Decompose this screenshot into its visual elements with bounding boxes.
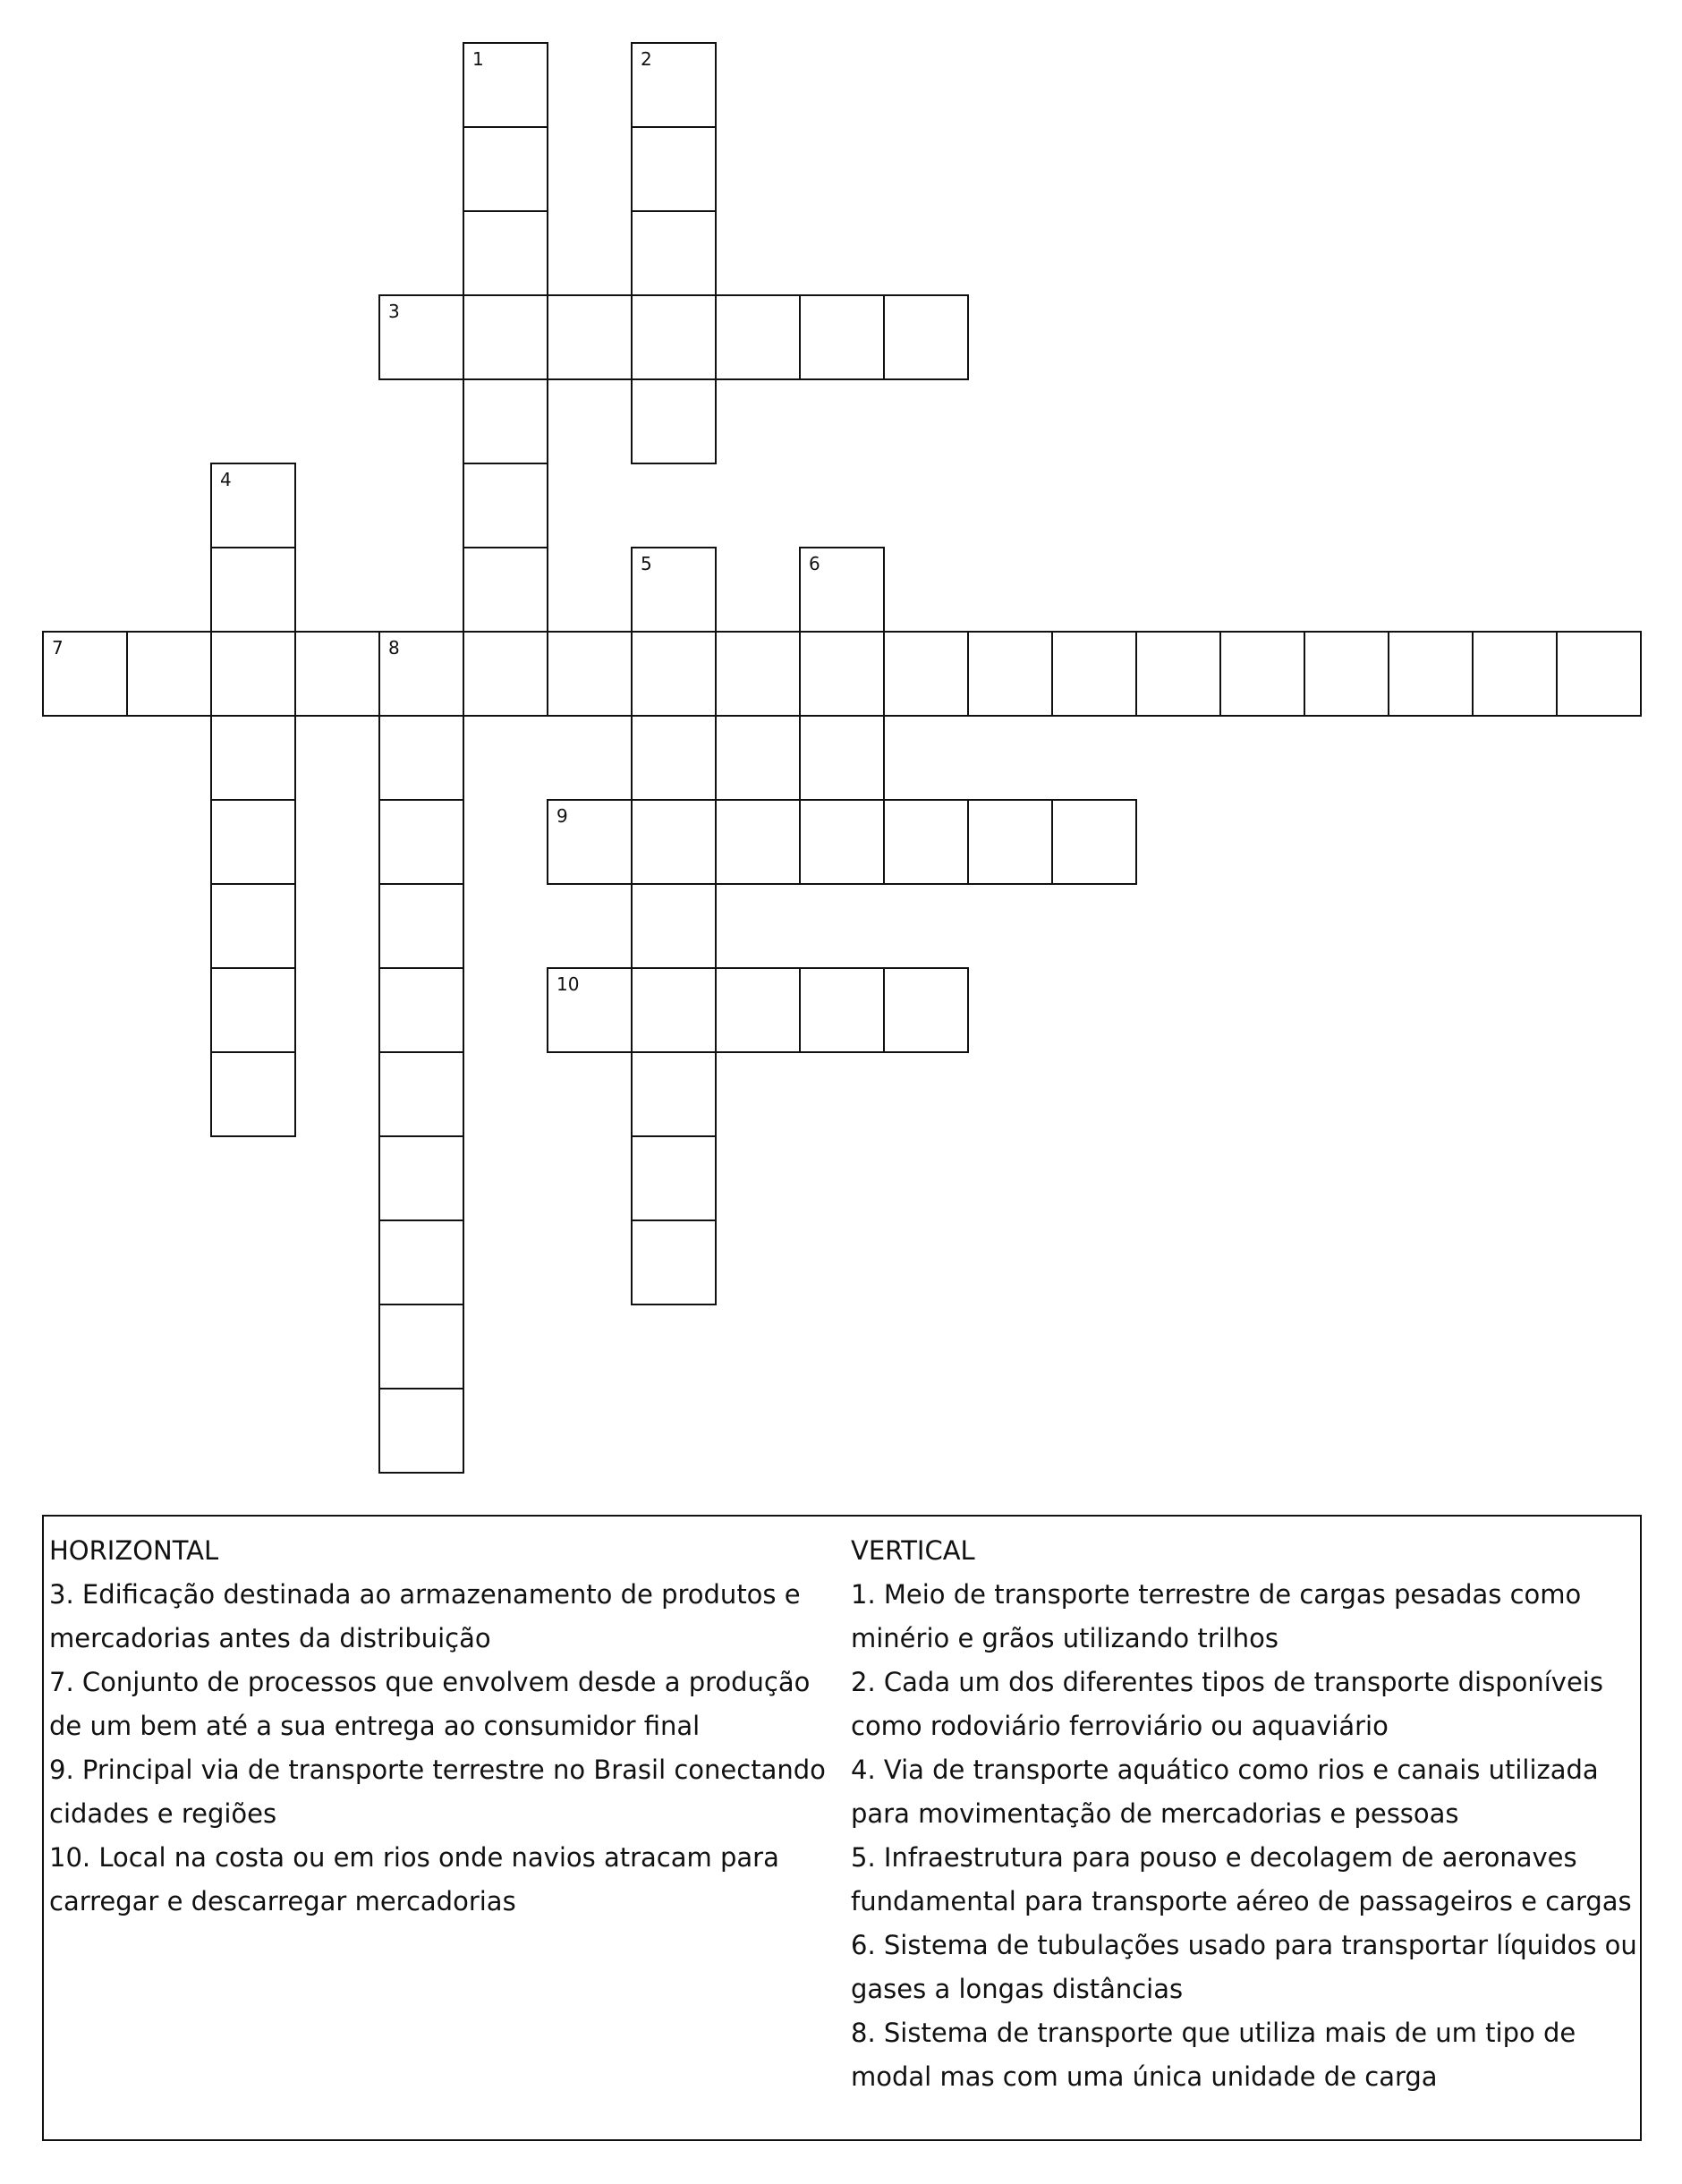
clue-number: 10	[556, 973, 580, 995]
grid-cell[interactable]	[1472, 631, 1558, 717]
vertical-clue-6: 6. Sistema de tubulações usado para transportar líquidos ou gases a longas distâncias	[851, 1930, 1637, 2004]
grid-cell[interactable]	[967, 799, 1053, 885]
grid-cell[interactable]	[631, 967, 717, 1053]
clue-number: 8	[388, 637, 400, 659]
grid-cell[interactable]	[883, 967, 969, 1053]
grid-cell[interactable]	[463, 631, 548, 717]
grid-cell[interactable]	[1135, 631, 1221, 717]
grid-cell[interactable]	[210, 463, 296, 548]
grid-cell[interactable]	[210, 631, 296, 717]
grid-cell[interactable]	[799, 631, 885, 717]
grid-cell[interactable]	[547, 967, 633, 1053]
grid-cell[interactable]	[631, 42, 717, 128]
grid-cell[interactable]	[631, 378, 717, 464]
clue-number: 5	[641, 553, 652, 574]
clue-number: 3	[388, 301, 400, 322]
clue-number: 7	[52, 637, 64, 659]
grid-cell[interactable]	[378, 631, 464, 717]
grid-cell[interactable]	[799, 294, 885, 380]
clue-number: 6	[809, 553, 820, 574]
grid-cell[interactable]	[378, 799, 464, 885]
vertical-clue-1: 1. Meio de transporte terrestre de cargas pesadas como minério e grãos utilizando trilhos	[851, 1579, 1582, 1653]
grid-cell[interactable]	[631, 631, 717, 717]
grid-cell[interactable]	[631, 883, 717, 969]
grid-cell[interactable]	[547, 799, 633, 885]
grid-cell[interactable]	[631, 715, 717, 801]
grid-cell[interactable]	[631, 1051, 717, 1137]
grid-cell[interactable]	[631, 799, 717, 885]
horizontal-clues	[49, 1529, 837, 1924]
grid-cell[interactable]	[378, 294, 464, 380]
grid-cell[interactable]	[378, 1219, 464, 1305]
grid-cell[interactable]	[799, 799, 885, 885]
grid-cell[interactable]	[42, 631, 128, 717]
grid-cell[interactable]	[1051, 631, 1137, 717]
grid-cell[interactable]	[378, 1051, 464, 1137]
grid-cell[interactable]	[378, 967, 464, 1053]
grid-cell[interactable]	[799, 967, 885, 1053]
clue-number: 1	[472, 48, 484, 70]
horizontal-clue-10: 10. Local na costa ou em rios onde navios atracam para carregar e descarregar mercadorias	[49, 1842, 779, 1916]
clue-number: 9	[556, 805, 568, 827]
grid-cell[interactable]	[883, 294, 969, 380]
grid-cell[interactable]	[210, 967, 296, 1053]
clue-number: 2	[641, 48, 652, 70]
grid-cell[interactable]	[631, 1219, 717, 1305]
clue-number: 4	[220, 469, 232, 490]
grid-cell[interactable]	[463, 547, 548, 633]
vertical-clue-4: 4. Via de transporte aquático como rios e canais utilizada para movimentação de mercadorias e pessoas	[851, 1755, 1599, 1829]
grid-cell[interactable]	[294, 631, 380, 717]
grid-cell[interactable]	[210, 547, 296, 633]
grid-cell[interactable]	[883, 631, 969, 717]
vertical-clue-8: 8. Sistema de transporte que utiliza mais de um tipo de modal mas com uma única unidade de carga	[851, 2018, 1576, 2092]
grid-cell[interactable]	[1556, 631, 1642, 717]
grid-cell[interactable]	[463, 294, 548, 380]
grid-cell[interactable]	[463, 378, 548, 464]
horizontal-clue-7: 7. Conjunto de processos que envolvem desde a produção de um bem até a sua entrega ao consumidor final	[49, 1667, 811, 1741]
grid-cell[interactable]	[631, 1135, 717, 1221]
horizontal-clue-3: 3. Edificação destinada ao armazenamento de produtos e mercadorias antes da distribuição	[49, 1579, 801, 1653]
grid-cell[interactable]	[883, 799, 969, 885]
grid-cell[interactable]	[378, 1304, 464, 1389]
grid-cell[interactable]	[799, 547, 885, 633]
grid-cell[interactable]	[547, 294, 633, 380]
clues-box	[42, 1515, 1642, 2141]
grid-cell[interactable]	[210, 883, 296, 969]
horizontal-heading: HORIZONTAL	[49, 1535, 219, 1566]
grid-cell[interactable]	[715, 967, 801, 1053]
grid-cell[interactable]	[715, 294, 801, 380]
grid-cell[interactable]	[463, 126, 548, 212]
grid-cell[interactable]	[463, 42, 548, 128]
grid-cell[interactable]	[631, 210, 717, 296]
vertical-heading: VERTICAL	[851, 1535, 975, 1566]
grid-cell[interactable]	[463, 210, 548, 296]
grid-cell[interactable]	[210, 1051, 296, 1137]
vertical-clue-2: 2. Cada um dos diferentes tipos de transporte disponíveis como rodoviário ferroviário ou aquaviário	[851, 1667, 1603, 1741]
grid-cell[interactable]	[378, 1135, 464, 1221]
grid-cell[interactable]	[631, 547, 717, 633]
vertical-clues	[851, 1529, 1638, 2099]
grid-cell[interactable]	[799, 715, 885, 801]
grid-cell[interactable]	[967, 631, 1053, 717]
grid-cell[interactable]	[1304, 631, 1389, 717]
grid-cell[interactable]	[210, 799, 296, 885]
grid-cell[interactable]	[378, 883, 464, 969]
grid-cell[interactable]	[126, 631, 212, 717]
grid-cell[interactable]	[1219, 631, 1305, 717]
vertical-clue-5: 5. Infraestrutura para pouso e decolagem de aeronaves fundamental para transporte aéreo de passageiros e cargas	[851, 1842, 1632, 1916]
grid-cell[interactable]	[210, 715, 296, 801]
grid-cell[interactable]	[1388, 631, 1474, 717]
grid-cell[interactable]	[631, 294, 717, 380]
grid-cell[interactable]	[631, 126, 717, 212]
grid-cell[interactable]	[715, 631, 801, 717]
grid-cell[interactable]	[378, 715, 464, 801]
grid-cell[interactable]	[715, 799, 801, 885]
grid-cell[interactable]	[378, 1388, 464, 1474]
grid-cell[interactable]	[547, 631, 633, 717]
grid-cell[interactable]	[1051, 799, 1137, 885]
horizontal-clue-9: 9. Principal via de transporte terrestre no Brasil conectando cidades e regiões	[49, 1755, 826, 1829]
grid-cell[interactable]	[463, 463, 548, 548]
